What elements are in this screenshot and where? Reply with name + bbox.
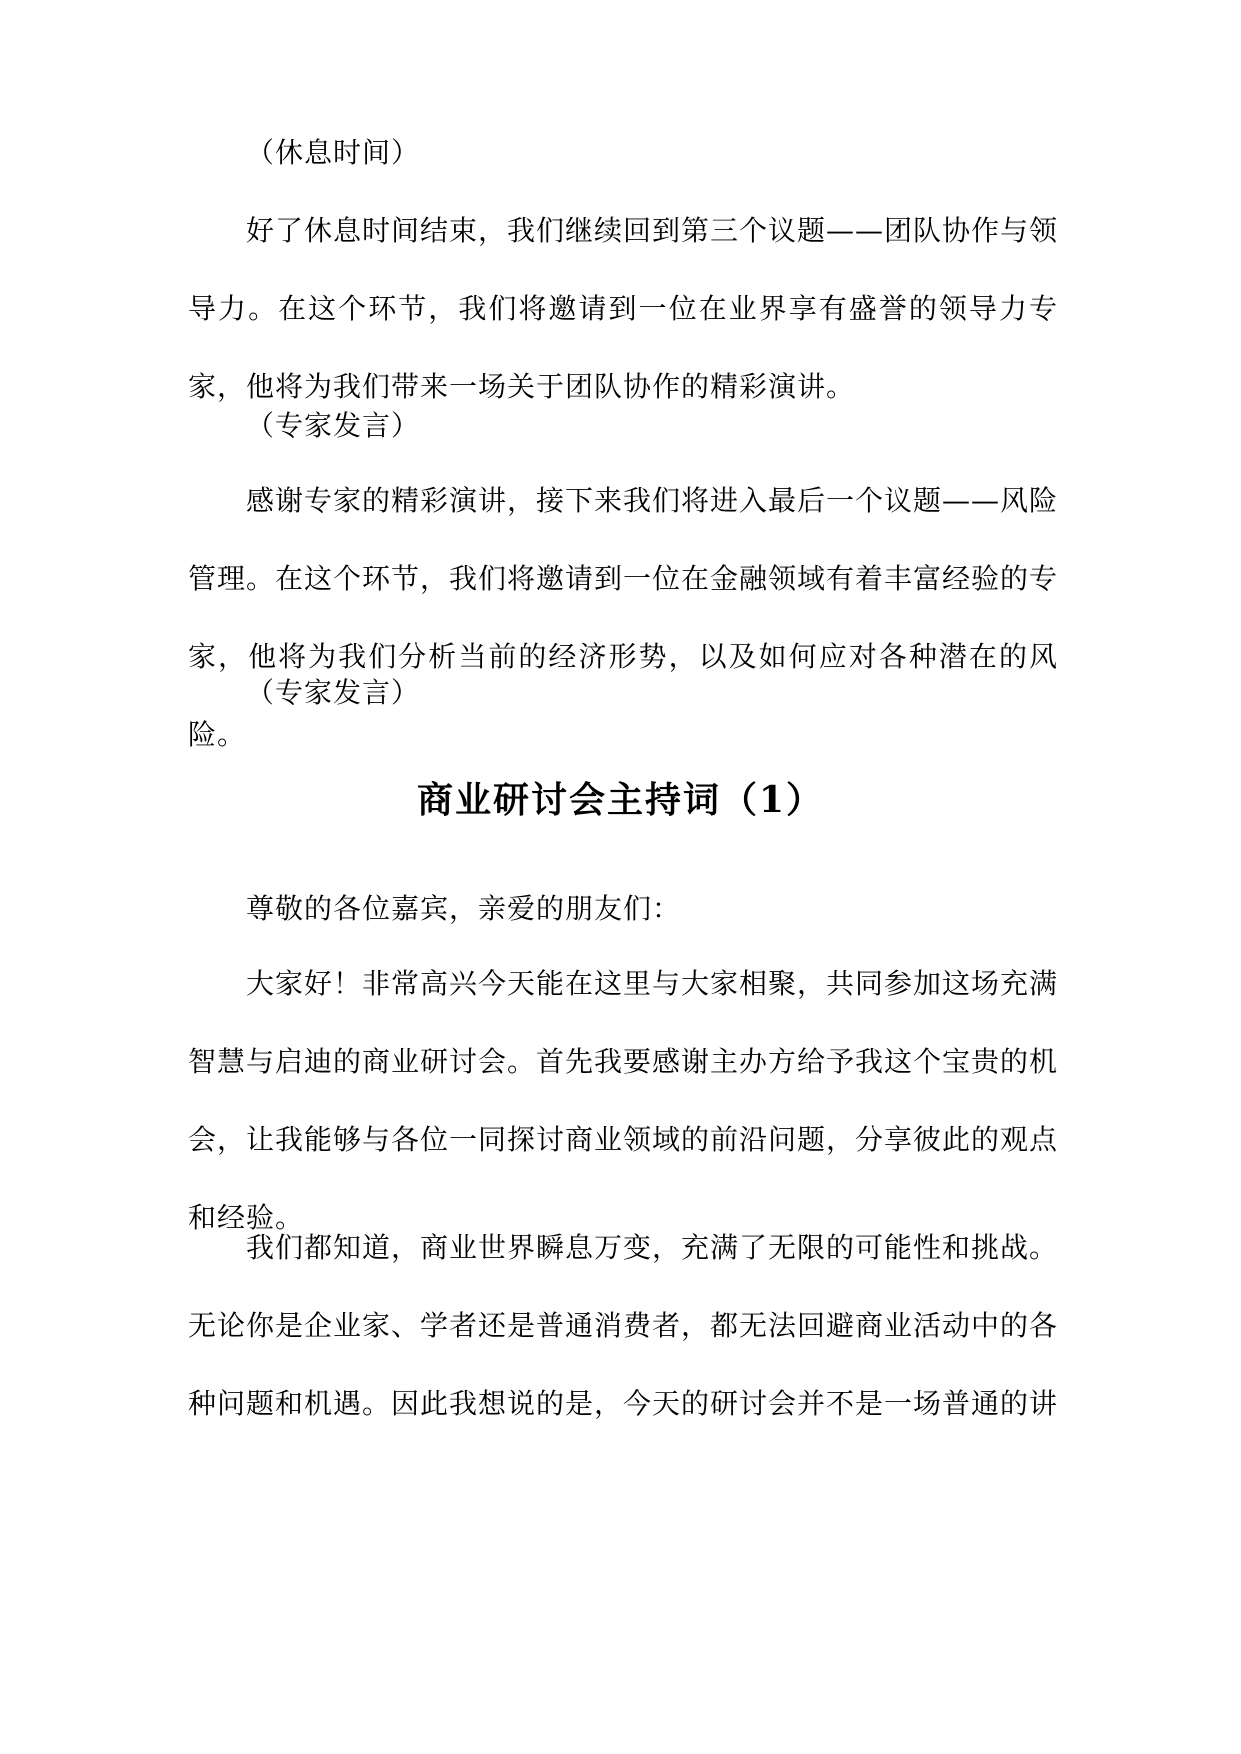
- paragraph-expert-speech-note-2: （专家发言）: [246, 676, 421, 709]
- paragraph-welcome: 大家好！非常高兴今天能在这里与大家相聚，共同参加这场充满智慧与启迪的商业研讨会。首先我要感谢主办方给予我这个宝贵的机会，让我能够与各位一同探讨商业领域的前沿问题，分享彼此的观点和经验。: [188, 967, 1059, 1234]
- paragraph-break-note: （休息时间）: [246, 136, 421, 169]
- paragraph-risk-management-intro: 感谢专家的精彩演讲，接下来我们将进入最后一个议题——风险管理。在这个环节，我们将邀请到一位在金融领域有着丰富经验的专家，他将为我们分析当前的经济形势，以及如何应对各种潜在的风险。: [188, 484, 1059, 751]
- section-title: 商业研讨会主持词（1）: [416, 779, 825, 821]
- paragraph-business-world: 我们都知道，商业世界瞬息万变，充满了无限的可能性和挑战。无论你是企业家、学者还是普通消费者，都无法回避商业活动中的各种问题和机遇。因此我想说的是，今天的研讨会并不是一场普通的讲: [188, 1231, 1059, 1420]
- paragraph-leadership-intro: 好了休息时间结束，我们继续回到第三个议题——团队协作与领导力。在这个环节，我们将邀请到一位在业界享有盛誉的领导力专家，他将为我们带来一场关于团队协作的精彩演讲。: [188, 214, 1059, 403]
- paragraph-expert-speech-note: （专家发言）: [246, 409, 421, 442]
- paragraph-greeting: 尊敬的各位嘉宾，亲爱的朋友们：: [246, 892, 682, 925]
